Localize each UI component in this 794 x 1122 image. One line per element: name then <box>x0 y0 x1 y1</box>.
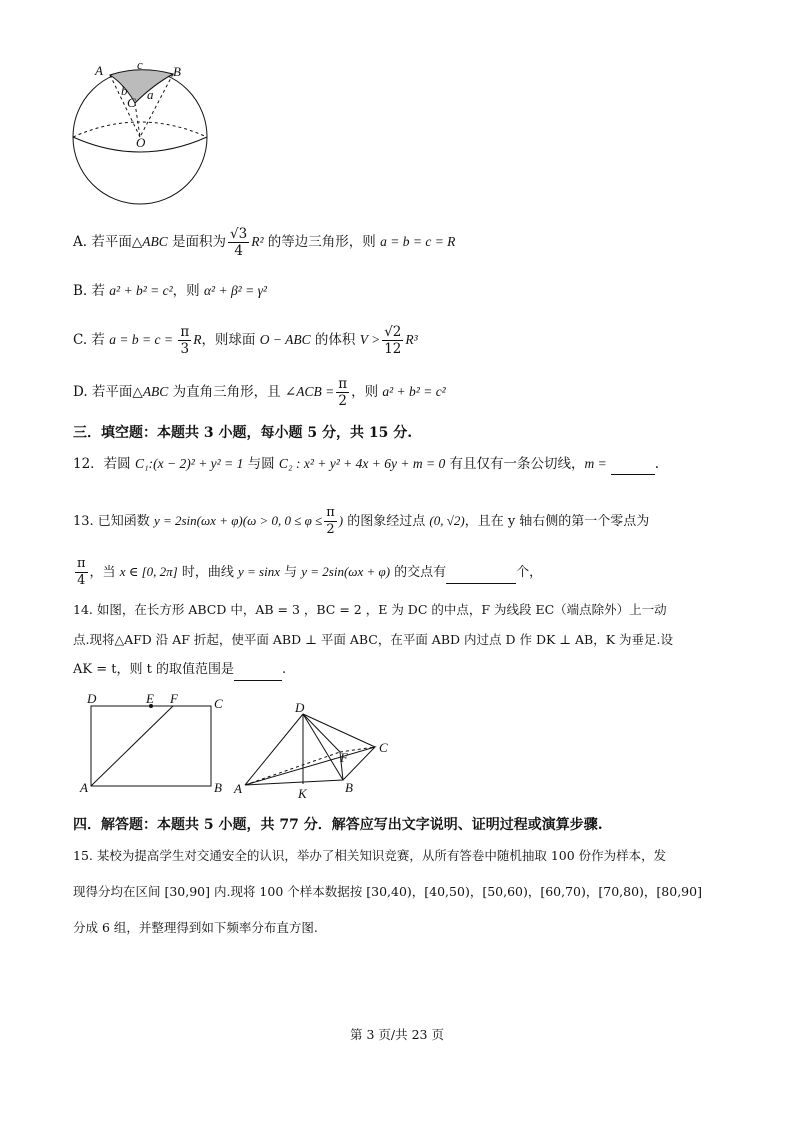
answer-blank <box>611 454 655 475</box>
label-b: B <box>173 64 181 79</box>
edge-da <box>245 714 303 785</box>
rectangle-figure <box>75 692 235 800</box>
label-k: K <box>298 786 307 801</box>
sphere-figure <box>65 55 225 205</box>
label-a: A <box>234 781 242 796</box>
answer-blank <box>446 563 516 584</box>
base-abc <box>245 747 375 785</box>
label-c: C <box>127 95 136 110</box>
question-14-line1: 14. 如图，在长方形 ABCD 中，AB = 3 ，BC = 2 ，E 为 DC 的中点，F 为线段 EC（端点除外）上一动 <box>73 602 667 617</box>
label-a-arc: a <box>147 87 154 102</box>
label-b-arc: b <box>121 83 128 98</box>
label-d: D <box>87 692 97 706</box>
option-c: C. 若 a = b = c = $\frac{\pi}{3}$ R，则球面 O − ABC 的体积 V > $\frac{√2}{12}$ R³ <box>73 324 418 357</box>
answer-blank <box>234 660 282 681</box>
question-13-line2: $\frac{\pi}{4}$ ，当 x ∈ [0, 2π] 时，曲线 y = sinx 与 y = 2sin(ωx + φ) 的交点有 个， <box>77 556 543 588</box>
page-footer: 第 3 页/共 23 页 <box>350 1027 444 1042</box>
label-a: A <box>95 63 103 78</box>
rectangle-abcd <box>91 706 211 786</box>
segment-af <box>91 706 173 786</box>
label-f: F <box>170 692 178 706</box>
section4-heading: 四．解答题：本题共 5 小题，共 77 分．解答应写出文字说明、证明过程或演算步骤. <box>73 817 603 833</box>
label-d: D <box>295 700 305 715</box>
label-o: O <box>136 135 146 150</box>
question-15-line1: 15. 某校为提高学生对交通安全的认识，举办了相关知识竞赛，从所有答卷中随机抽取 100 份作为样本，发 <box>73 848 667 863</box>
label-f: F <box>340 750 348 765</box>
pyramid-figure <box>230 700 400 802</box>
question-14-line2: 点.现将△AFD 沿 AF 折起，使平面 ABD ⊥ 平面 ABC，在平面 ABD 内过点 D 作 DK ⊥ AB，K 为垂足.设 <box>73 632 674 647</box>
edge-dc <box>303 714 375 747</box>
edge-df <box>303 714 340 752</box>
question-15-line3: 分成 6 组，并整理得到如下频率分布直方图. <box>73 920 318 935</box>
label-c-arc: c <box>137 57 143 72</box>
label-c: C <box>214 696 223 711</box>
label-b: B <box>214 780 222 795</box>
spherical-triangle <box>110 70 173 103</box>
option-d: D. 若平面△ABC 为直角三角形，且 ∠ACB = $\frac{\pi}{2}$ ，则 a² + b² = c² <box>73 376 446 409</box>
option-a: A. 若平面△ABC 是面积为 $\frac{√3}{4}$ R² 的等边三角形，则 a = b = c = R <box>73 226 456 259</box>
edge-af <box>245 752 340 785</box>
label-a: A <box>80 780 88 795</box>
label-b: B <box>345 780 353 795</box>
question-13-line1: 13. 已知函数 y = 2sin(ωx + φ)(ω > 0, 0 ≤ φ ≤ $\frac{\pi}{2}$ ) 的图象经过点 (0, √2)，且在 y 轴右侧的第一个零点为 <box>73 505 650 537</box>
question-15-line2: 现得分均在区间 [30,90] 内.现将 100 个样本数据按 [30,40)，[40,50)，[50,60)，[60,70)，[70,80)，[80,90] <box>73 884 702 899</box>
label-c: C <box>379 740 388 755</box>
option-b: B. 若 a² + b² = c²，则 α² + β² = γ² <box>73 283 267 299</box>
radius-oc <box>135 103 140 137</box>
edge-db <box>303 714 343 780</box>
question-14-line3: AK = t，则 t 的取值范围是 . <box>73 660 286 681</box>
question-12: 12．若圆 C₁:(x − 2)² + y² = 1 与圆 C₂ : x² + y² + 4x + 6y + m = 0 有且仅有一条公切线，m = . <box>73 454 659 475</box>
label-e: E <box>146 692 154 706</box>
section3-heading: 三．填空题：本题共 3 小题，每小题 5 分，共 15 分. <box>73 425 413 441</box>
